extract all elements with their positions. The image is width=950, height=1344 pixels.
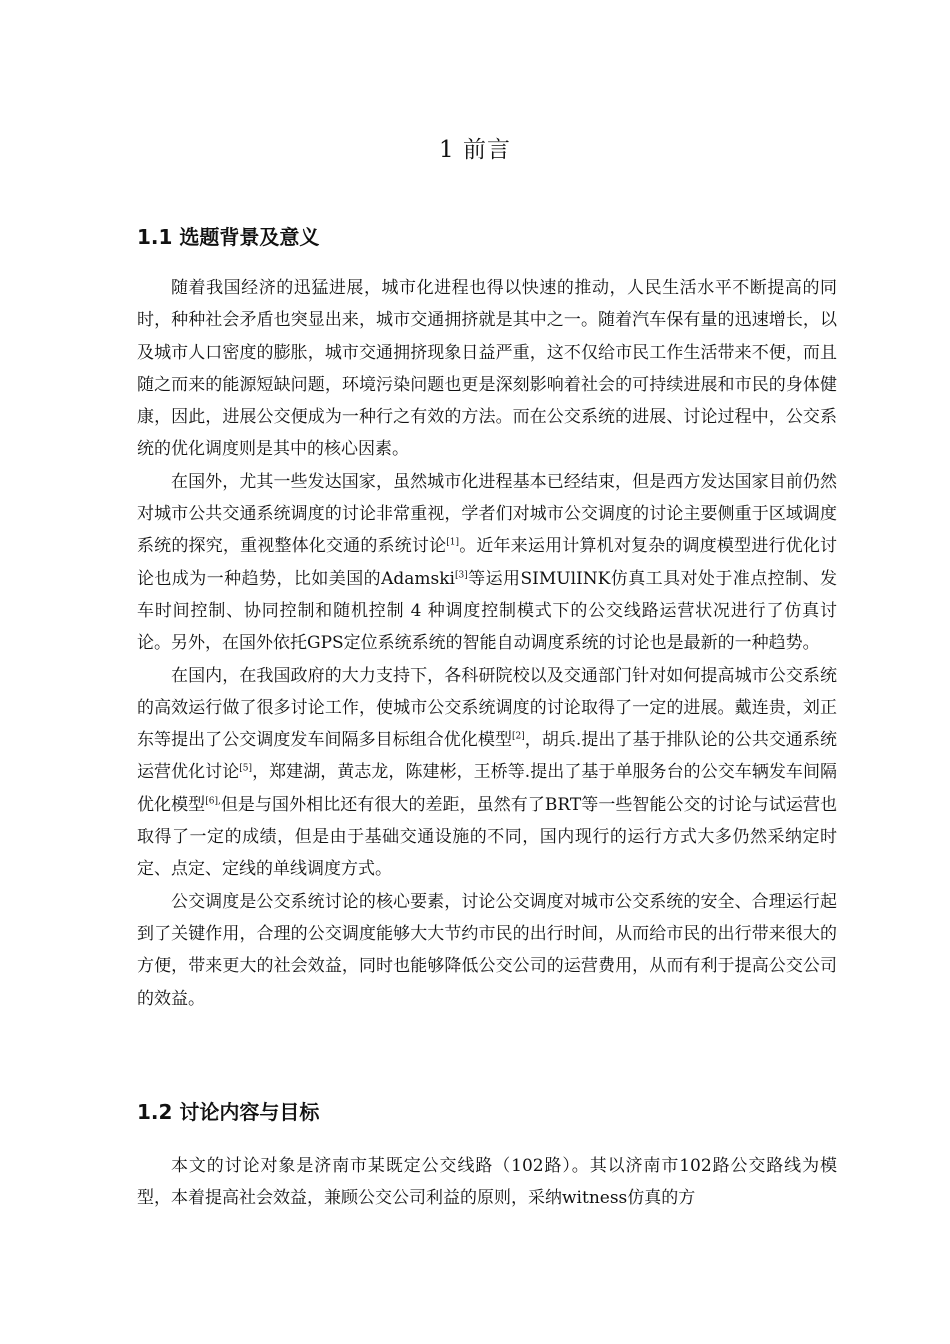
text-run: 在国外，尤其一些发达国家，虽然城市化进程基本已经结束，但是西方发达国家目前仍然对城市公共交通系统调度的讨论非常重视，学者们对城市公交调度的讨论主要侧重于区域调度系统的探究，重视整体化交通的系统讨论 [137, 471, 837, 557]
paragraph [137, 1150, 837, 1215]
paragraph [137, 272, 837, 466]
paragraph [137, 886, 837, 1015]
citation-ref: [1] [446, 537, 460, 548]
section-1-2-body [137, 1150, 837, 1215]
citation-ref: [3] [455, 570, 468, 581]
citation-ref: [6], [205, 796, 221, 807]
chapter-title: 1 前言 [439, 137, 511, 163]
citation-ref: [2] [512, 731, 525, 742]
text-run: 等运用SIMUlINK仿真工具对处于准点控制、发车时间控制、协同控制和随机控制 4 种调度控制模式下的公交线路运营状况进行了仿真讨论。另外，在国外依托GPS定位系统系统的智能自动调度系统的讨论也是最新的一种趋势。 [137, 568, 837, 654]
section-heading-1-1: 1.1 选题背景及意义 [137, 225, 320, 249]
text-run: 随着我国经济的迅猛进展，城市化进程也得以快速的推动，人民生活水平不断提高的同时，种种社会矛盾也突显出来，城市交通拥挤就是其中之一。随着汽车保有量的迅速增长，以及城市人口密度的膨胀，城市交通拥挤现象日益严重，这不仅给市民工作生活带来不便，而且随之而来的能源短缺问题，环境污染问题也更是深刻影响着社会的可持续进展和市民的身体健康，因此，进展公交便成为一种行之有效的方法。而在公交系统的进展、讨论过程中，公交系统的优化调度则是其中的核心因素。 [137, 278, 837, 460]
text-run: 。近年来运用计算机对复杂的调度模型进行优化讨论也成为一种趋势，比如美国的Adamski [137, 536, 838, 589]
text-run: 公交调度是公交系统讨论的核心要素，讨论公交调度对城市公交系统的安全、合理运行起到了关键作用，合理的公交调度能够大大节约市民的出行时间，从而给市民的出行带来很大的方便，带来更大的社会效益，同时也能够降低公交公司的运营费用，从而有利于提高公交公司的效益。 [137, 891, 837, 1009]
section-1-1-body [137, 272, 837, 1015]
citation-ref: [5] [239, 763, 253, 774]
text-run: 在国内，在我国政府的大力支持下，各科研院校以及交通部门针对如何提高城市公交系统的高效运行做了很多讨论工作，使城市公交系统调度的讨论取得了一定的进展。戴连贵，刘正东等提出了公交调度发车间隔多目标组合优化模型 [137, 665, 837, 751]
text-run: ，郑建湖，黄志龙，陈建彬，王桥等.提出了基于单服务台的公交车辆发车间隔优化模型 [137, 762, 838, 815]
text-run: 本文的讨论对象是济南市某既定公交线路（102路）。其以济南市102路公交路线为模型，本着提高社会效益，兼顾公交公司利益的原则，采纳witness仿真的方 [137, 1156, 837, 1209]
text-run: ，胡兵.提出了基于排队论的公共交通系统运营优化讨论 [137, 730, 838, 783]
text-run: 但是与国外相比还有很大的差距，虽然有了BRT等一些智能公交的讨论与试运营也取得了一定的成绩，但是由于基础交通设施的不同，国内现行的运行方式大多仍然采纳定时定、点定、定线的单线调度方式。 [137, 794, 837, 880]
paragraph [137, 660, 837, 886]
paragraph [137, 466, 837, 660]
section-heading-1-2: 1.2 讨论内容与目标 [137, 1100, 320, 1124]
